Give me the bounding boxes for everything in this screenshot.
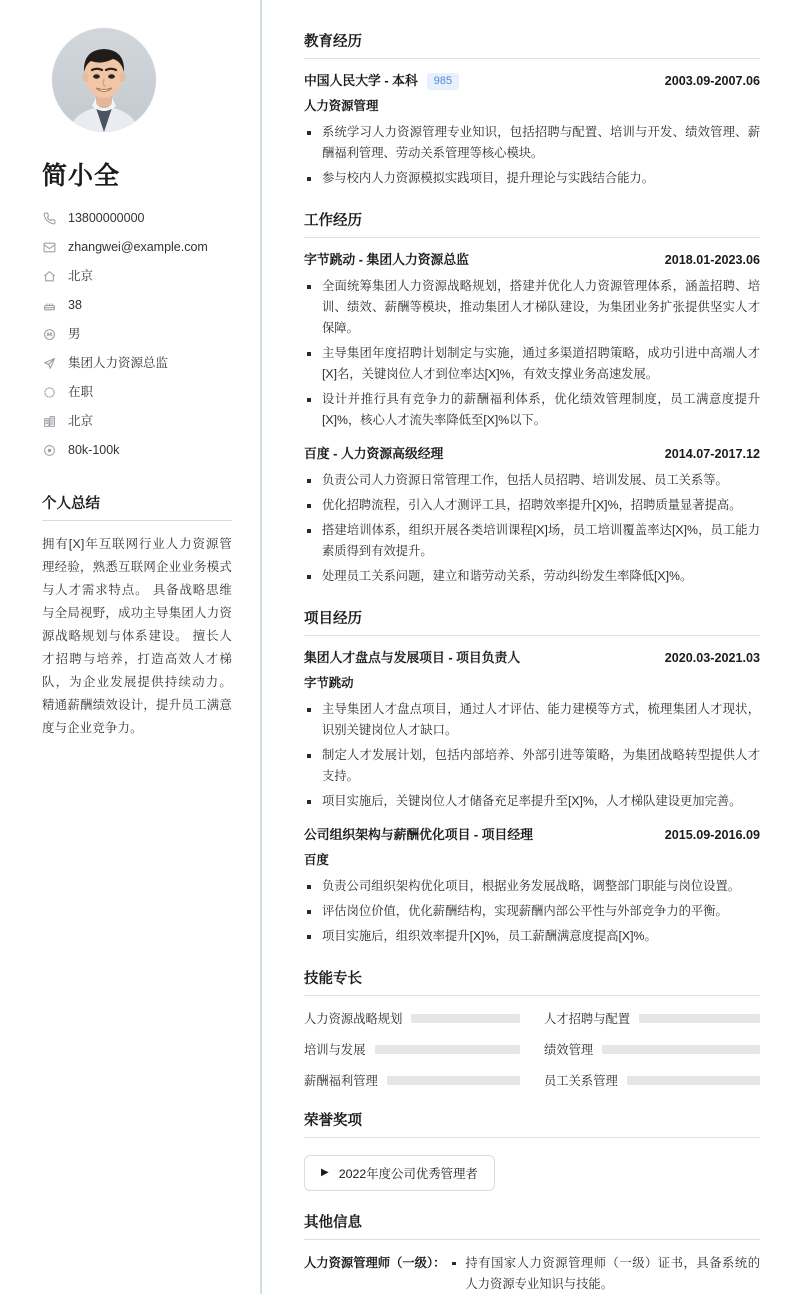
contact-phone — [42, 210, 236, 226]
project-name: 公司组织架构与薪酬优化项目 - 项目经理 — [304, 827, 533, 842]
skills-section — [304, 967, 760, 1089]
building-icon — [42, 414, 56, 428]
list-item: 主导集团年度招聘计划制定与实施，通过多渠道招聘策略，成功引进中高端人才[X]名，关键岗位人才到位率达[X]%，有效支撑业务高速发展。 — [304, 343, 760, 385]
work-bullets — [304, 276, 760, 431]
other-info-label: 人力资源管理师（一级）： — [304, 1256, 446, 1270]
skill-progress-track — [375, 1045, 521, 1054]
list-item: 负责公司人力资源日常管理工作，包括人员招聘、培训发展、员工关系等。 — [304, 470, 760, 491]
skill-label: 绩效管理 — [544, 1043, 594, 1057]
honors-title: 荣誉奖项 — [304, 1109, 760, 1138]
list-item: 项目实施后，关键岗位人才储备充足率提升至[X]%，人才梯队建设更加完善。 — [304, 791, 760, 812]
list-item: 持有国家人力资源管理师（一级）证书，具备系统的人力资源专业知识与技能。 — [451, 1253, 760, 1294]
education-date: 2003.09-2007.06 — [664, 74, 760, 88]
project-date: 2020.03-2021.03 — [664, 651, 760, 665]
summary-text: 拥有[X]年互联网行业人力资源管理经验，熟悉互联网企业业务模式与人才需求特点。 具备战略思维与全局视野，成功主导集团人力资源战略规划与体系建设。 擅长人才招聘与培养，打造高效人才梯队，为企业发展提供持续动力。 精通薪酬绩效设计，提升员工满意度与企业竞争力。 — [42, 537, 232, 735]
other-info-section — [304, 1211, 760, 1294]
gender-icon — [42, 327, 56, 341]
honors-section — [304, 1109, 760, 1191]
education-badge: 985 — [427, 73, 459, 90]
education-title: 教育经历 — [304, 30, 760, 59]
skill-progress-track — [387, 1076, 520, 1085]
project-bullets — [304, 876, 760, 947]
skills-grid — [304, 1009, 760, 1089]
project-bullets — [304, 699, 760, 812]
education-entry-head — [304, 72, 760, 90]
skill-progress-track — [627, 1076, 760, 1085]
list-item: 设计并推行具有竞争力的薪酬福利体系，优化绩效管理制度，员工满意度提升[X]%，核心人才流失率降低至[X]%以下。 — [304, 389, 760, 431]
project-entry — [304, 826, 760, 947]
avatar — [52, 28, 156, 132]
list-item: 负责公司组织架构优化项目，根据业务发展战略，调整部门职能与岗位设置。 — [304, 876, 760, 897]
contact-list — [30, 210, 236, 458]
contact-gender-value: 男 — [68, 327, 81, 341]
contact-work-city-value: 北京 — [68, 414, 94, 428]
education-entry — [304, 72, 760, 189]
list-item: 全面统筹集团人力资源战略规划，搭建并优化人力资源管理体系，涵盖招聘、培训、绩效、薪酬等模块，推动集团人才梯队建设，为集团业务扩张提供坚实人才保障。 — [304, 276, 760, 339]
list-item: 主导集团人才盘点项目，通过人才评估、能力建模等方式，梳理集团人才现状，识别关键岗位人才缺口。 — [304, 699, 760, 741]
projects-title: 项目经历 — [304, 607, 760, 636]
honor-label: 2022年度公司优秀管理者 — [338, 1167, 478, 1181]
summary-section — [30, 492, 236, 740]
project-name: 集团人才盘点与发展项目 - 项目负责人 — [304, 650, 521, 665]
summary-title: 个人总结 — [42, 492, 232, 521]
project-company: 百度 — [304, 853, 329, 867]
work-bullets — [304, 470, 760, 587]
list-item: 处理员工关系问题，建立和谐劳动关系，劳动纠纷发生率降低[X]%。 — [304, 566, 760, 587]
main-content — [262, 0, 794, 1294]
contact-target-position — [42, 355, 236, 371]
contact-job-status-value: 在职 — [68, 385, 94, 399]
list-item: 参与校内人力资源模拟实践项目，提升理论与实践结合能力。 — [304, 168, 760, 189]
avatar-container — [30, 28, 236, 132]
person-name: 简小全 — [42, 162, 121, 190]
contact-age — [42, 297, 236, 313]
status-refresh-icon — [42, 385, 56, 399]
work-entry-head — [304, 445, 760, 463]
project-company: 字节跳动 — [304, 676, 354, 690]
coin-icon — [42, 443, 56, 457]
skill-item — [544, 1040, 760, 1058]
list-item: 优化招聘流程，引入人才测评工具，招聘效率提升[X]%，招聘质量显著提高。 — [304, 495, 760, 516]
paper-plane-icon — [42, 356, 56, 370]
cake-icon — [42, 298, 56, 312]
work-entry — [304, 445, 760, 587]
contact-salary — [42, 442, 236, 458]
skill-label: 人才招聘与配置 — [544, 1012, 631, 1026]
work-title: 工作经历 — [304, 209, 760, 238]
portrait-photo-icon — [52, 28, 156, 132]
skill-progress-track — [602, 1045, 760, 1054]
project-entry-head — [304, 649, 760, 667]
skill-item — [304, 1040, 520, 1058]
contact-job-status — [42, 384, 236, 400]
list-item: 系统学习人力资源管理专业知识，包括招聘与配置、培训与开发、绩效管理、薪酬福利管理、劳动关系管理等核心模块。 — [304, 122, 760, 164]
contact-phone-value: 13800000000 — [68, 211, 145, 225]
contact-target-position-value: 集团人力资源总监 — [68, 356, 169, 370]
contact-work-city — [42, 413, 236, 429]
list-item: 评估岗位价值，优化薪酬结构，实现薪酬内部公平性与外部竞争力的平衡。 — [304, 901, 760, 922]
skill-label: 人力资源战略规划 — [304, 1012, 403, 1026]
skill-item — [304, 1009, 520, 1027]
honor-chip[interactable] — [304, 1155, 495, 1191]
other-info-row — [304, 1253, 760, 1294]
envelope-icon — [42, 240, 56, 254]
contact-hometown-value: 北京 — [68, 269, 94, 283]
contact-email-value: zhangwei@example.com — [68, 240, 208, 254]
contact-age-value: 38 — [68, 298, 82, 312]
education-bullets — [304, 122, 760, 189]
project-entry — [304, 649, 760, 812]
education-school — [304, 72, 459, 90]
project-entry-head — [304, 826, 760, 844]
education-school-name: 中国人民大学 - 本科 — [304, 73, 418, 88]
education-major: 人力资源管理 — [304, 99, 379, 113]
work-date: 2014.07-2017.12 — [664, 447, 760, 461]
skill-label: 薪酬福利管理 — [304, 1074, 378, 1088]
skill-item — [544, 1009, 760, 1027]
contact-email — [42, 239, 236, 255]
other-info-bullets — [451, 1253, 760, 1294]
project-date: 2015.09-2016.09 — [664, 828, 760, 842]
contact-gender — [42, 326, 236, 342]
skills-title: 技能专长 — [304, 967, 760, 996]
triangle-right-icon: ▶ — [321, 1167, 329, 1178]
education-section — [304, 30, 760, 189]
work-date: 2018.01-2023.06 — [664, 253, 760, 267]
list-item: 制定人才发展计划，包括内部培养、外部引进等策略，为集团战略转型提供人才支持。 — [304, 745, 760, 787]
other-info-title: 其他信息 — [304, 1211, 760, 1240]
work-entry — [304, 251, 760, 431]
contact-hometown — [42, 268, 236, 284]
skill-progress-track — [411, 1014, 520, 1023]
skill-item — [304, 1071, 520, 1089]
list-item: 项目实施后，组织效率提升[X]%，员工薪酬满意度提高[X]%。 — [304, 926, 760, 947]
work-position: 百度 - 人力资源高级经理 — [304, 446, 444, 461]
skill-progress-track — [639, 1014, 760, 1023]
sidebar — [0, 0, 262, 1294]
skill-label: 员工关系管理 — [544, 1074, 618, 1088]
work-entry-head — [304, 251, 760, 269]
skill-item — [544, 1071, 760, 1089]
home-icon — [42, 269, 56, 283]
work-position: 字节跳动 - 集团人力资源总监 — [304, 252, 469, 267]
skill-label: 培训与发展 — [304, 1043, 366, 1057]
list-item: 搭建培训体系，组织开展各类培训课程[X]场，员工培训覆盖率达[X]%，员工能力素质得到有效提升。 — [304, 520, 760, 562]
contact-salary-value: 80k-100k — [68, 443, 120, 457]
projects-section — [304, 607, 760, 947]
work-section — [304, 209, 760, 587]
phone-icon — [42, 211, 56, 225]
